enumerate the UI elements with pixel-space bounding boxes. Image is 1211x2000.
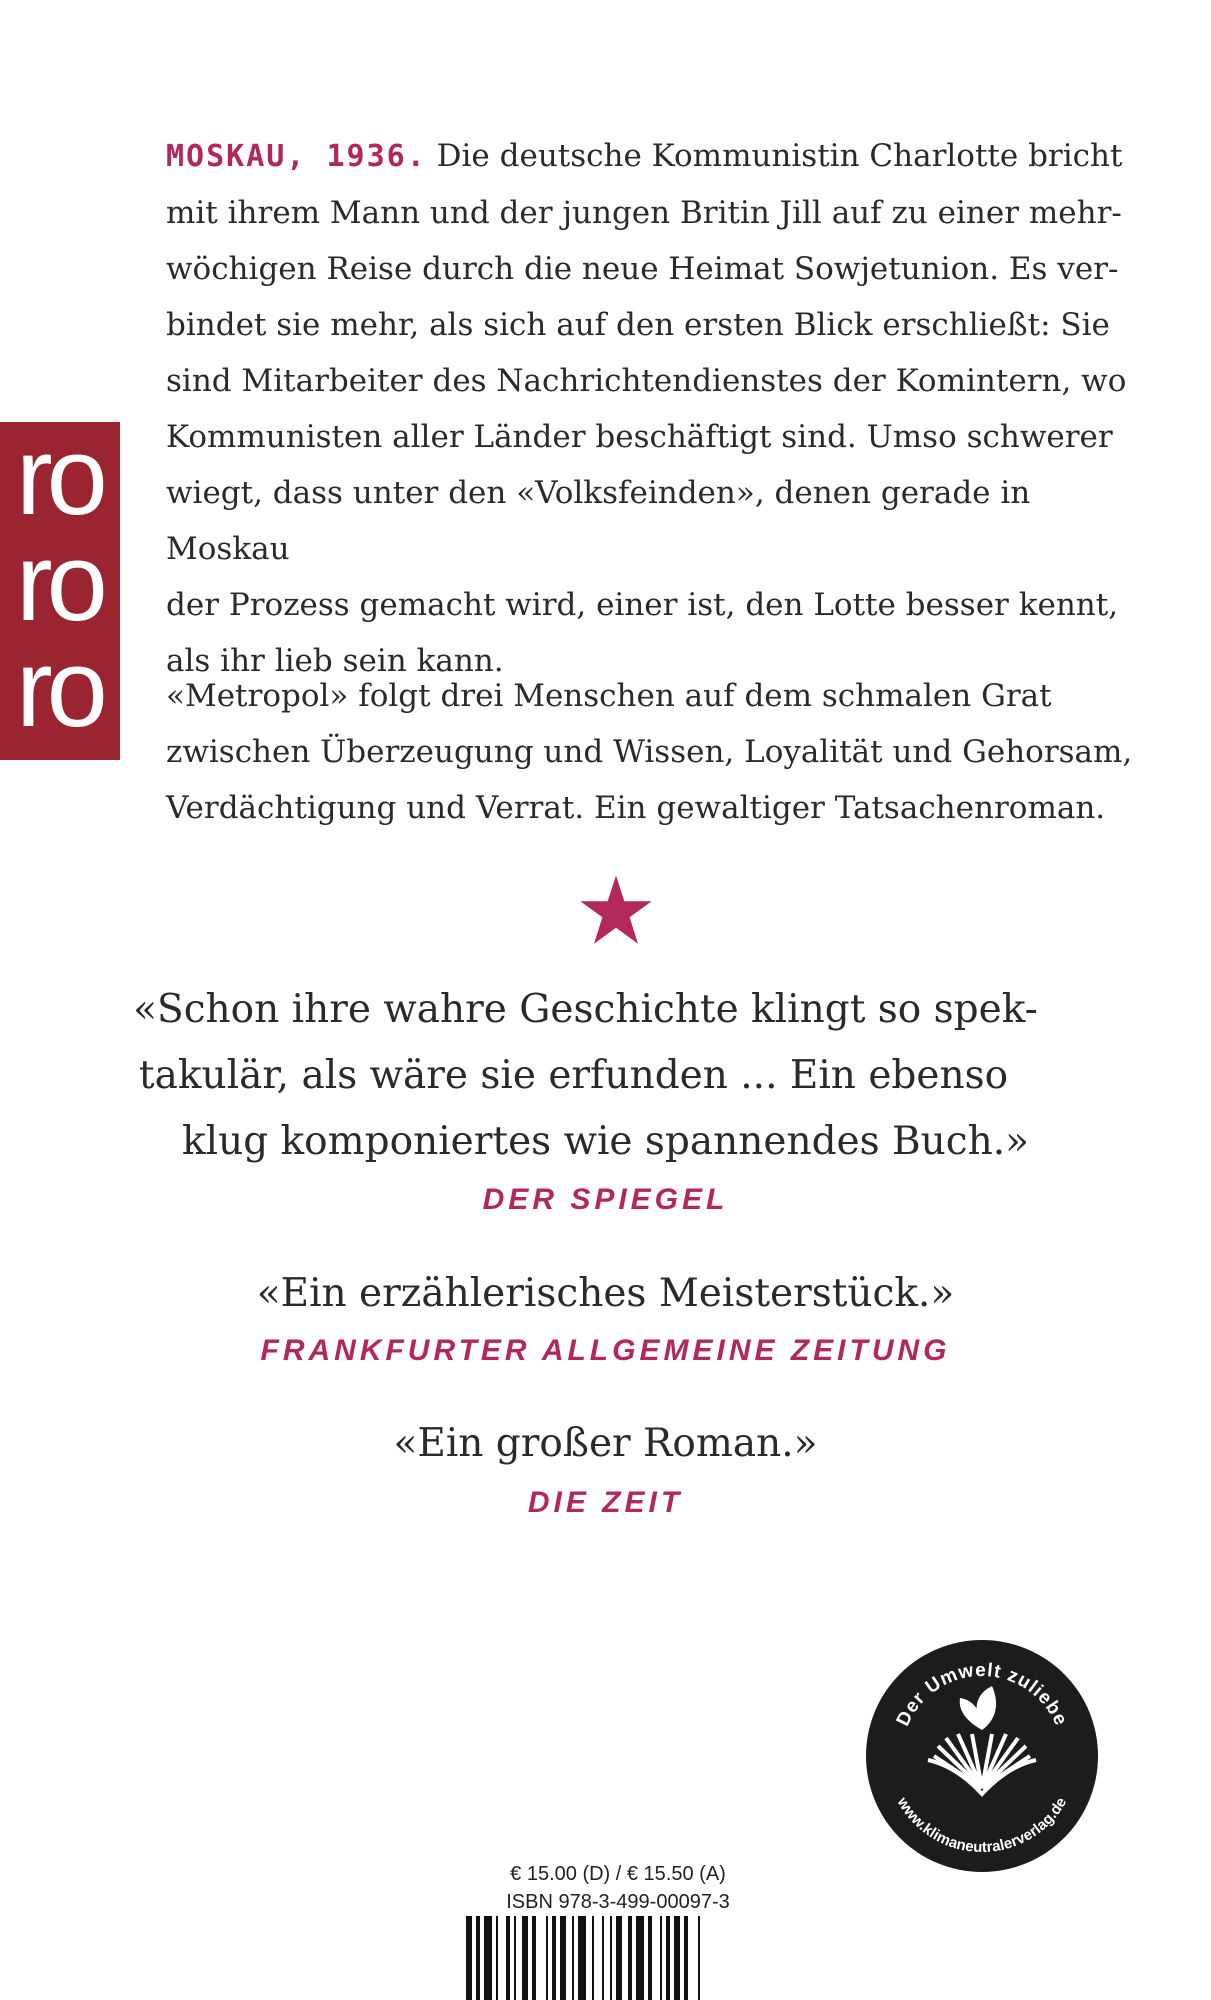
barcode-bar <box>610 1916 612 2000</box>
barcode-bar <box>602 1916 604 2000</box>
blurb-line: wiegt, dass unter den «Volksfeinden», denen gerade in Moskau <box>166 475 1031 567</box>
review-source-2: FRANKFURTER ALLGEMEINE ZEITUNG <box>260 1334 951 1367</box>
barcode-bar <box>546 1916 548 2000</box>
barcode-bar <box>698 1916 700 2000</box>
blurb-line: wöchigen Reise durch die neue Heimat Sowjetunion. Es ver- <box>166 251 1119 287</box>
barcode-bar <box>522 1916 528 2000</box>
blurb-line: Kommunisten aller Länder beschäftigt sind. Umso schwerer <box>166 419 1113 455</box>
barcode-bar <box>628 1916 632 2000</box>
barcode-bar <box>466 1916 472 2000</box>
logo-line: ro <box>16 521 102 644</box>
barcode-bar <box>496 1916 498 2000</box>
review-quote-1 <box>0 977 1211 1175</box>
barcode-bar <box>578 1916 586 2000</box>
blurb-line: bindet sie mehr, als sich auf den ersten Blick erschließt: Sie <box>166 307 1110 343</box>
quote-line: klug komponiertes wie spannendes Buch.» <box>181 1119 1030 1164</box>
blurb-lead: MOSKAU, 1936. <box>166 139 427 174</box>
logo-line: ro <box>16 422 102 538</box>
quote-line: «Ein erzählerisches Meisterstück.» <box>256 1271 955 1316</box>
barcode-bar <box>684 1916 688 2000</box>
barcode-bar <box>592 1916 594 2000</box>
barcode-bar <box>636 1916 644 2000</box>
quote-line: takulär, als wäre sie erfunden ... Ein ebenso <box>138 1053 1009 1098</box>
blurb-line: «Metropol» folgt drei Menschen auf dem schmalen Grat <box>166 678 1052 714</box>
review-source-1: DER SPIEGEL <box>482 1183 729 1216</box>
blurb-line: als ihr lieb sein kann. <box>166 643 504 679</box>
review-quote-2 <box>0 1261 1211 1327</box>
eco-badge <box>864 1638 1100 1874</box>
badge-bottom-text: www.klimaneutralerverlag.de <box>893 1794 1071 1857</box>
blurb-paragraph-2 <box>166 668 1146 836</box>
barcode-bar <box>514 1916 516 2000</box>
isbn-text: ISBN 978-3-499-00097-3 <box>506 1891 730 1913</box>
badge-top-text: Der Umwelt zuliebe <box>892 1659 1072 1730</box>
price-text: € 15.00 (D) / € 15.50 (A) <box>510 1863 726 1885</box>
barcode-bar <box>552 1916 556 2000</box>
barcode-bar <box>666 1916 670 2000</box>
blurb-line: Die deutsche Kommunistin Charlotte bricht <box>426 138 1123 174</box>
barcode-bar <box>484 1916 492 2000</box>
barcode-bar <box>572 1916 574 2000</box>
barcode-icon <box>462 1916 762 2000</box>
blurb-line: der Prozess gemacht wird, einer ist, den Lotte besser kennt, <box>166 587 1119 623</box>
blurb-line: sind Mitarbeiter des Nachrichtendienstes der Komintern, wo <box>166 363 1127 399</box>
review-quote-3 <box>0 1411 1211 1477</box>
barcode-bar <box>532 1916 536 2000</box>
barcode-bar <box>648 1916 652 2000</box>
rororo-logo <box>0 422 120 760</box>
barcode-bar <box>660 1916 662 2000</box>
price-block <box>478 1860 758 1916</box>
barcode-bar <box>560 1916 566 2000</box>
logo-line: ro <box>16 627 102 750</box>
blurb-line: zwischen Überzeugung und Wissen, Loyalität und Gehorsam, <box>166 734 1133 770</box>
quote-line: «Schon ihre wahre Geschichte klingt so spek- <box>133 987 1038 1032</box>
blurb-line: Verdächtigung und Verrat. Ein gewaltiger Tatsachenroman. <box>166 790 1106 826</box>
star-icon <box>578 874 654 946</box>
barcode-bar <box>674 1916 680 2000</box>
blurb-line: mit ihrem Mann und der jungen Britin Jill auf zu einer mehr- <box>166 195 1122 231</box>
barcode-bar <box>506 1916 510 2000</box>
barcode-bar <box>616 1916 622 2000</box>
review-source-3: DIE ZEIT <box>527 1486 684 1519</box>
barcode-bar <box>476 1916 480 2000</box>
quote-line: «Ein großer Roman.» <box>393 1421 818 1466</box>
blurb-paragraph-1 <box>166 128 1146 689</box>
